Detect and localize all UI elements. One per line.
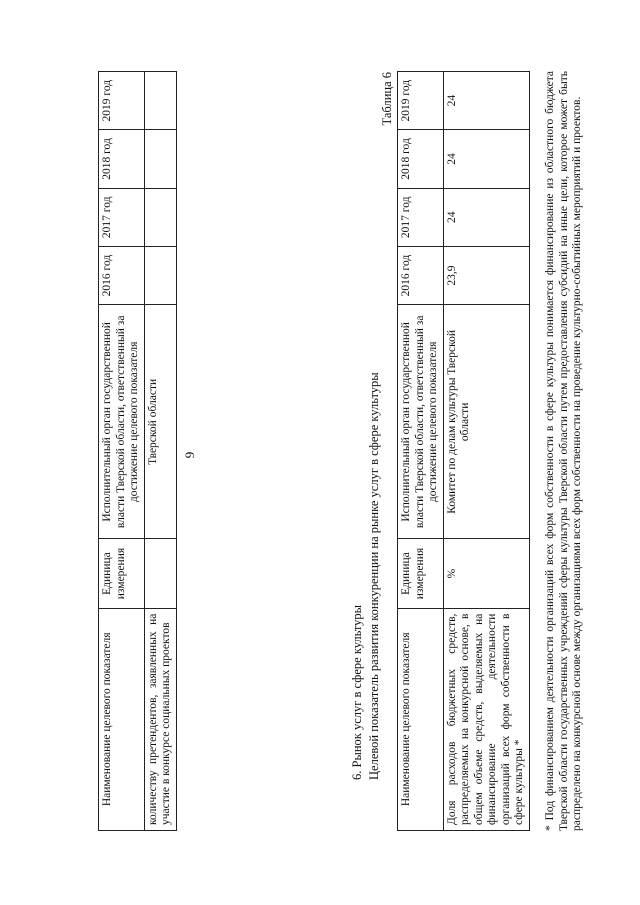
cell-authority: Тверской области xyxy=(144,305,176,539)
sub-heading: Целевой показатель развития конкуренции на рынке услуг в сфере культуры xyxy=(367,372,381,780)
header-authority: Исполнительный орган государственной власти Тверской области, ответственный за достижение целевого показателя xyxy=(99,305,145,539)
cell-2016: 23,9 xyxy=(443,246,529,304)
header-2016: 2016 год xyxy=(398,246,444,304)
header-2019: 2019 год xyxy=(99,72,145,130)
cell-2019: 24 xyxy=(443,72,529,130)
table-6 xyxy=(397,71,530,831)
table-row xyxy=(443,72,529,831)
header-authority: Исполнительный орган государственной власти Тверской области, ответственный за достижение целевого показателя xyxy=(398,305,444,539)
cell-2016 xyxy=(144,246,176,304)
cell-2017: 24 xyxy=(443,188,529,246)
cell-authority: Комитет по делам культуры Тверской области xyxy=(443,305,529,539)
header-indicator-name: Наименование целевого показателя xyxy=(398,608,444,830)
header-2017: 2017 год xyxy=(99,188,145,246)
cell-2018 xyxy=(144,130,176,188)
header-indicator-name: Наименование целевого показателя xyxy=(99,608,145,830)
cell-unit: % xyxy=(443,539,529,608)
header-2019: 2019 год xyxy=(398,72,444,130)
table-row xyxy=(144,72,176,831)
table-label: Таблица 6 xyxy=(380,72,394,126)
table-header-row xyxy=(398,72,444,831)
header-2016: 2016 год xyxy=(99,246,145,304)
header-2018: 2018 год xyxy=(398,130,444,188)
header-2018: 2018 год xyxy=(99,130,145,188)
cell-indicator-name: количеству претендентов, заявленных на участие в конкурсе социальных проектов xyxy=(144,608,176,830)
cell-2019 xyxy=(144,72,176,130)
section-heading: 6. Рынок услуг в сфере культуры xyxy=(350,604,364,780)
page-number: 9 xyxy=(182,451,197,459)
cell-indicator-name: Доля расходов бюджетных средств, распределяемых на конкурсной основе, в общем объеме средств, выделяемых на финансирование деятельности организаций всех форм собственности в сфере культуры * xyxy=(443,608,529,830)
header-unit: Единица измерения xyxy=(99,539,145,608)
header-unit: Единица измерения xyxy=(398,539,444,608)
cell-2018: 24 xyxy=(443,130,529,188)
header-2017: 2017 год xyxy=(398,188,444,246)
table-1 xyxy=(98,71,177,831)
footnote: * Под финансированием деятельности организаций всех форм собственности в сфере культуры понимается финансирование из областного бюджета Тверской области государственных учреждений сферы культуры Тверской области путем предоставления субсидий на иные цели, которое может быть распределено на конкурсной основе между организациями всех форм собственности на проведение культурно-событийных мероприятий и проектов. xyxy=(544,71,583,831)
cell-unit xyxy=(144,539,176,608)
cell-2017 xyxy=(144,188,176,246)
table-header-row xyxy=(99,72,145,831)
